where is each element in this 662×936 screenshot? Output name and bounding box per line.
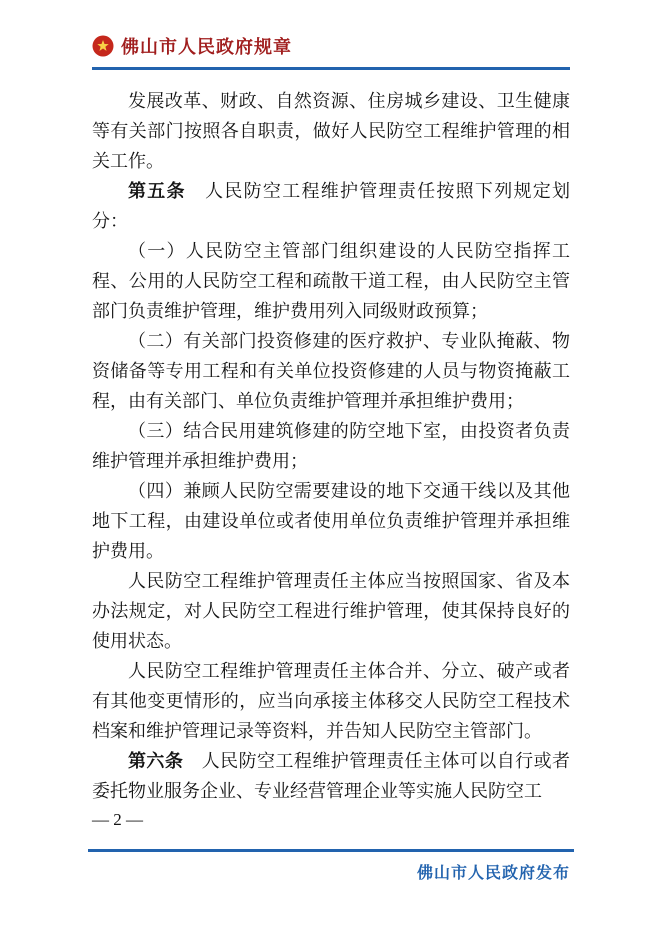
paragraph-text: （三）结合民用建筑修建的防空地下室，由投资者负责维护管理并承担维护费用； [92,421,570,471]
publisher-label: 佛山市人民政府发布 [416,865,570,882]
paragraph-text: 人民防空工程维护管理责任主体可以自行或者委托物业服务企业、专业经营管理企业等实施人民防空工 [92,751,571,801]
article-number: 第六条 [128,751,184,771]
paragraph-text: 发展改革、财政、自然资源、住房城乡建设、卫生健康等有关部门按照各自职责，做好人民防空工程维护管理的相关工作。 [92,91,570,171]
document-category-title: 佛山市人民政府规章 [121,37,292,57]
paragraph-text: 人民防空工程维护管理责任主体应当按照国家、省及本办法规定，对人民防空工程进行维护管理，使其保持良好的使用状态。 [92,571,570,651]
document-header [92,34,570,58]
paragraph-text: （二）有关部门投资修建的医疗救护、专业队掩蔽、物资储备等专用工程和有关单位投资修建的人员与物资掩蔽工程，由有关部门、单位负责维护管理并承担维护费用； [92,331,570,411]
article-number: 第五条 [128,181,186,201]
paragraph [92,746,570,806]
paragraph [92,236,570,326]
footer-divider [88,849,574,852]
paragraph [92,476,570,566]
paragraph [92,326,570,416]
paragraph [92,176,570,236]
page-number: — 2 — [92,810,143,829]
header-divider [92,67,570,70]
paragraph-text: （一）人民防空主管部门组织建设的人民防空指挥工程、公用的人民防空工程和疏散干道工程，由人民防空主管部门负责维护管理，维护费用列入同级财政预算； [92,241,570,321]
paragraph [92,566,570,656]
paragraph-text: 人民防空工程维护管理责任按照下列规定划分： [92,181,571,231]
paragraph [92,416,570,476]
national-emblem-icon [92,35,114,57]
paragraph-text: （四）兼顾人民防空需要建设的地下交通干线以及其他地下工程，由建设单位或者使用单位负责维护管理并承担维护费用。 [92,481,570,561]
paragraph-text: 人民防空工程维护管理责任主体合并、分立、破产或者有其他变更情形的，应当向承接主体移交人民防空工程技术档案和维护管理记录等资料，并告知人民防空主管部门。 [92,661,570,741]
document-body [92,86,570,806]
paragraph [92,86,570,176]
paragraph [92,656,570,746]
